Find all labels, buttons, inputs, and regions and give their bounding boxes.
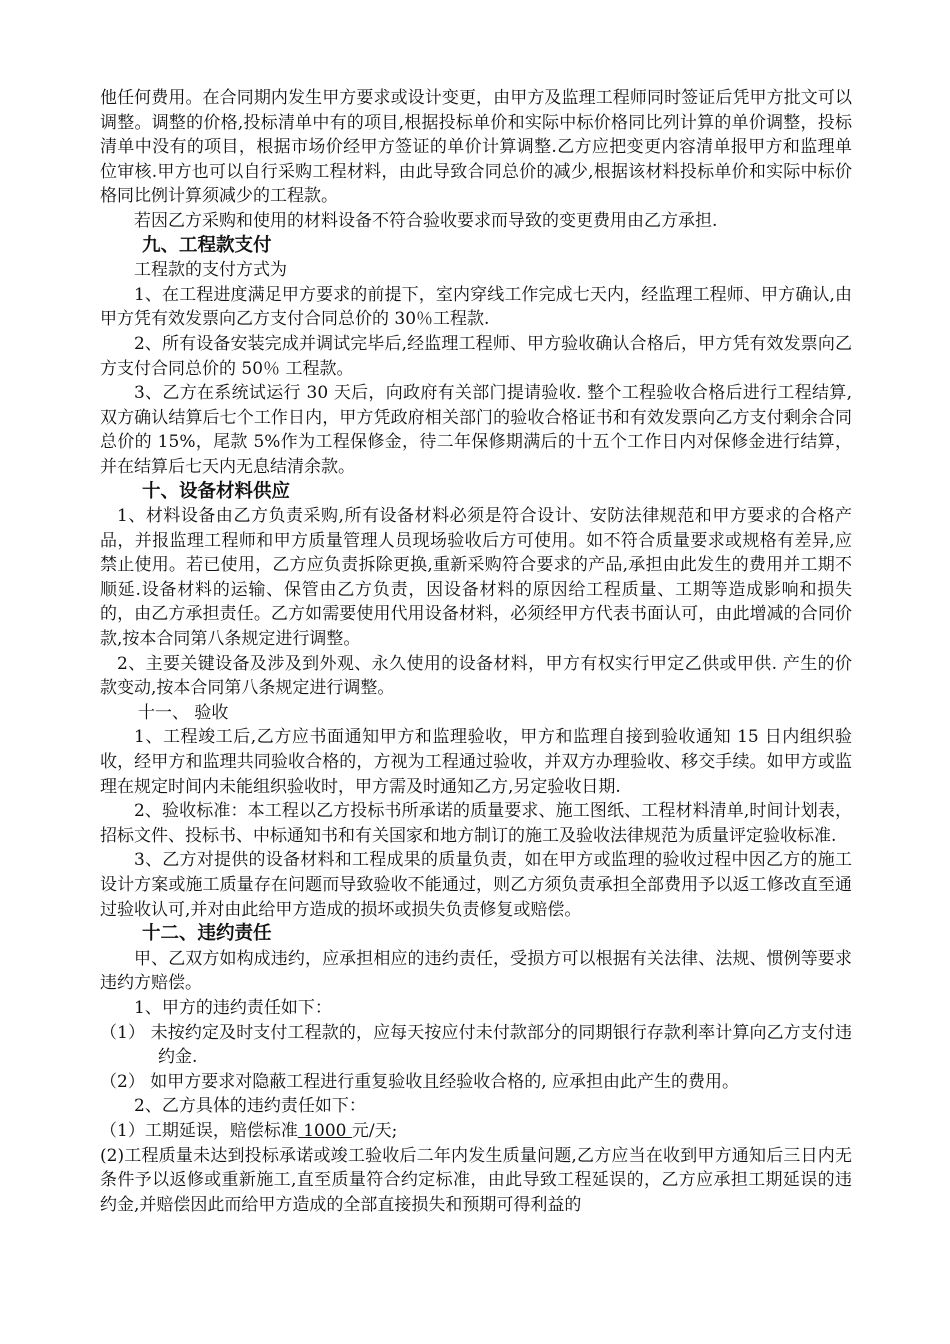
delay-penalty-label: （1）工期延误，赔偿标准 (100, 1120, 298, 1141)
delay-penalty-unit: 元/天; (351, 1120, 398, 1141)
section-9-lead: 工程款的支付方式为 (134, 260, 287, 281)
section-11-item-3: 3、乙方对提供的设备材料和工程成果的质量负责，如在甲方或监理的验收过程中因乙方的施工设计方案或施工质量存在问题而导致验收不能通过，则乙方须负责承担全部费用予以返工修改直至通过验收认可,并对由此给甲方造成的损坏或损失负责修复或赔偿。 (100, 850, 852, 920)
paragraph-intro-2: 若因乙方采购和使用的材料设备不符合验收要求而导致的变更费用由乙方承担. (134, 210, 718, 231)
section-11-title: 十一、 验收 (138, 702, 229, 723)
section-12-item-1: 1、甲方的违约责任如下： (134, 997, 332, 1018)
delay-penalty-value: 1000 (297, 1120, 352, 1141)
section-12-item-2: 2、乙方具体的违约责任如下： (134, 1096, 366, 1117)
section-11-item-2: 2、验收标准：本工程以乙方投标书所承诺的质量要求、施工图纸、工程材料清单,时间计划表，招标文件、投标书、中标通知书和有关国家和地方制订的施工及验收法律规范为质量评定验收标准. (100, 801, 852, 846)
section-10-item-2: 2、主要关键设备及涉及到外观、永久使用的设备材料，甲方有权实行甲定乙供或甲供. 产生的价款变动,按本合同第八条规定进行调整。 (100, 653, 852, 699)
paragraph-intro: 他任何费用。在合同期内发生甲方要求或设计变更，由甲方及监理工程师同时签证后凭甲方批文可以调整。调整的价格,投标清单中有的项目,根据投标单价和实际中标价格同比列计算的单价调整，投标清单中没有的项目，根据市场价经甲方签证的单价计算调整.乙方应把变更内容清单报甲方和监理单位审核.甲方也可以自行采购工程材料，由此导致合同总价的减少,根据该材料投标单价和实际中标价格同比例计算须减少的工程款。 (100, 88, 852, 207)
section-10-title: 十、设备材料供应 (142, 480, 291, 502)
section-12-title: 十二、违约责任 (142, 923, 272, 945)
section-12-intro: 甲、乙双方如构成违约，应承担相应的违约责任，受损方可以根据有关法律、法规、惯例等要求违约方赔偿。 (100, 948, 852, 994)
section-12-item-2-sub-1 (100, 1119, 852, 1144)
section-11-item-1: 1、工程竣工后,乙方应书面通知甲方和监理验收，甲方和监理自接到验收通知 15 日内组织验收，经甲方和监理共同验收合格的，方视为工程通过验收，并双方办理验收、移交手续。如甲方或监理在规定时间内未能组织验收时，甲方需及时通知乙方,另定验收日期. (100, 727, 852, 797)
section-10-item-1: 1、材料设备由乙方负责采购,所有设备材料必须是符合设计、安防法律规范和甲方要求的合格产品，并报监理工程师和甲方质量管理人员现场验收后方可使用。如不符合质量要求或规格有差异,应禁止使用。若已使用，乙方应负责拆除更换,重新采购符合要求的产品,承担由此发生的费用并工期不顺延.设备材料的运输、保管由乙方负责，因设备材料的原因给工程质量、工期等造成影响和损失的，由乙方承担责任。乙方如需要使用代用设备材料，必须经甲方代表书面认可，由此增减的合同价款,按本合同第八条规定进行调整。 (100, 506, 852, 650)
section-9-item-1: 1、在工程进度满足甲方要求的前提下，室内穿线工作完成七天内，经监理工程师、甲方确认,由甲方凭有效发票向乙方支付合同总价的 30％工程款. (100, 284, 852, 330)
section-9-item-3: 3、乙方在系统试运行 30 天后，向政府有关部门提请验收. 整个工程验收合格后进行工程结算,双方确认结算后七个工作日内，甲方凭政府相关部门的验收合格证书和有效发票向乙方支付剩余合同总价的 15%，尾款 5%作为工程保修金，待二年保修期满后的十五个工作日内对保修金进行结算，并在结算后七天内无息结清余款。 (100, 383, 852, 477)
section-12-item-1-sub-2: （2） 如甲方要求对隐蔽工程进行重复验收且经验收合格的, 应承担由此产生的费用。 (100, 1071, 740, 1092)
section-12-item-2-sub-2: (2)工程质量未达到投标承诺或竣工验收后二年内发生质量问题,乙方应当在收到甲方通知后三日内无条件予以返修或重新施工,直至质量符合约定标准，由此导致工程延误的，乙方应承担工期延误的违约金,并赔偿因此而给甲方造成的全部直接损失和预期可得利益的 (100, 1145, 852, 1215)
document-page (100, 86, 852, 1217)
section-9-item-2: 2、所有设备安装完成并调试完毕后,经监理工程师、甲方验收确认合格后，甲方凭有效发票向乙方支付合同总价的 50％ 工程款。 (100, 333, 852, 379)
section-12-item-1-sub-1: （1） 未按约定及时支付工程款的，应每天按应付未付款部分的同期银行存款利率计算向乙方支付违约金. (100, 1022, 852, 1068)
section-9-title: 九、工程款支付 (142, 234, 272, 256)
